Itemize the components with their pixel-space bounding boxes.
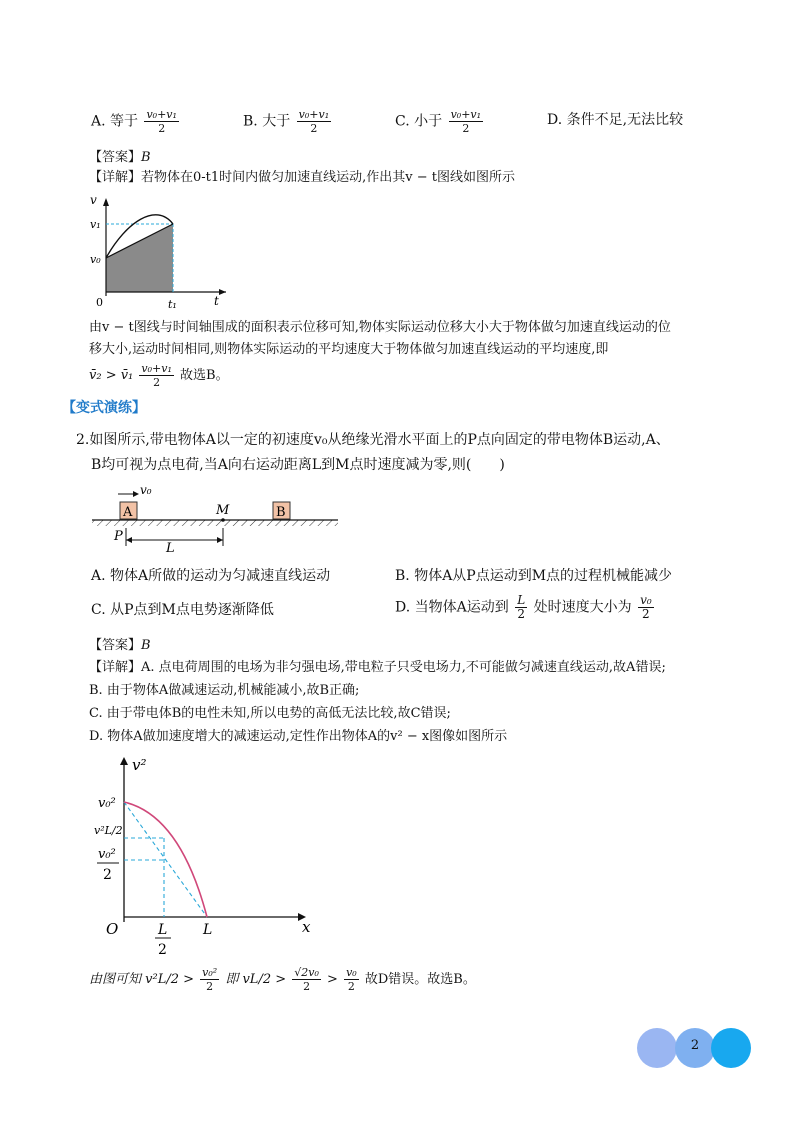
m-label: M — [216, 503, 230, 518]
q1-detail: 【详解】若物体在0-t1时间内做匀加速直线运动,作出其v − t图线如图所示 — [89, 170, 516, 185]
l-label: L — [166, 541, 175, 555]
distance-arrow-left — [126, 537, 132, 543]
q1-option-a: A. 等于 $\frac{\text{v₀+v₁}}{2}$ — [91, 108, 177, 135]
block-b-label: B — [276, 505, 286, 520]
distance-arrow-right — [217, 537, 223, 543]
origin-label: O — [106, 920, 119, 938]
y-axis-arrow — [120, 757, 128, 765]
q2-stem-line2: B均可视为点电荷,当A向右运动距离L到M点时速度减为零,则( ) — [91, 457, 505, 473]
x-axis-label: x — [302, 918, 311, 936]
block-a-label: A — [123, 505, 133, 520]
ground-hatch — [92, 520, 338, 526]
q2-option-a: A. 物体A所做的运动为匀减速直线运动 — [91, 568, 331, 584]
area-under-line — [106, 224, 173, 292]
q1-explain-line1: 由v − t图线与时间轴围成的面积表示位移可知,物体实际运动位移大小大于物体做匀加速直线运动的位 — [89, 320, 671, 335]
y2-label: v²L/2 — [94, 824, 123, 837]
v-axis-arrow — [103, 198, 109, 206]
y1-label: v₀² — [98, 796, 116, 811]
badge-circle-left — [637, 1028, 677, 1068]
q1-vt-graph — [86, 192, 236, 312]
linear-reference — [124, 802, 207, 917]
q2-detail-d: D. 物体A做加速度增大的减速运动,定性作出物体A的v² − x图像如图所示 — [89, 729, 508, 744]
badge-circle-right — [711, 1028, 751, 1068]
q1-explain-line3: v̄₂ > v̄₁ $\frac{\text{v₀+v₁}}{2}$ 故选B。 — [89, 362, 229, 389]
l-label: L — [203, 922, 213, 938]
t-axis-arrow — [219, 289, 226, 295]
velocity-arrowhead — [133, 491, 139, 497]
q2-option-d: D. 当物体A运动到 $\frac{L}{2}$ 处时速度大小为 $\frac{\text{v₀}}{2}$ — [395, 593, 652, 621]
y3-num-label: v₀² — [98, 847, 116, 862]
q2-detail-a: 【详解】A. 点电荷周围的电场为非匀强电场,带电粒子只受电场力,不可能做匀减速直线运动,故A错误; — [89, 660, 666, 675]
q2-option-b: B. 物体A从P点运动到M点的过程机械能减少 — [395, 568, 673, 584]
q2-option-c: C. 从P点到M点电势逐渐降低 — [91, 602, 274, 618]
y-axis-label: v² — [132, 756, 147, 774]
y3-den-label: 2 — [103, 867, 112, 883]
q2-detail-b: B. 由于物体A做减速运动,机械能减小,故B正确; — [89, 683, 360, 698]
l2-den-label: 2 — [158, 942, 167, 958]
q1-answer: 【答案】B — [89, 150, 151, 165]
q2-answer: 【答案】B — [89, 638, 151, 653]
q1-option-c: C. 小于 $\frac{\text{v₀+v₁}}{2}$ — [395, 108, 482, 135]
l2-num-label: L — [158, 922, 168, 938]
origin-label: 0 — [96, 296, 103, 309]
q2-v2x-graph — [92, 750, 327, 960]
q2-stem-line1: 2.如图所示,带电物体A以一定的初速度v₀从绝缘光滑水平面上的P点向固定的带电物体B运动,A、 — [76, 432, 670, 448]
p-label: P — [114, 529, 123, 544]
q2-setup-diagram — [92, 480, 342, 555]
section-title: 【变式演练】 — [62, 400, 146, 416]
v0-label: v₀ — [90, 253, 101, 266]
v0-label: v₀ — [140, 483, 152, 497]
page-number: 2 — [690, 1038, 700, 1053]
t-axis-label: t — [214, 294, 219, 308]
q1-explain-line2: 移大小,运动时间相同,则物体实际运动的平均速度大于物体做匀加速直线运动的平均速度,即 — [89, 342, 609, 357]
q1-option-d: D. 条件不足,无法比较 — [547, 112, 684, 128]
v-axis-label: v — [90, 193, 97, 207]
t1-label: t₁ — [168, 298, 177, 311]
point-m — [221, 518, 225, 522]
v1-label: v₁ — [90, 218, 101, 231]
q2-final-line: 由图可知 v²L/2 > $\frac{\text{v₀²}}{2}$ 即 vL/2 > $\frac{\text{√2v₀}}{2}$ > $\frac{\text{v₀}}{2}$ 故D错误。故选B。 — [89, 966, 476, 993]
q2-detail-c: C. 由于带电体B的电性未知,所以电势的高低无法比较,故C错误; — [89, 706, 451, 721]
q1-option-b: B. 大于 $\frac{\text{v₀+v₁}}{2}$ — [243, 108, 330, 135]
